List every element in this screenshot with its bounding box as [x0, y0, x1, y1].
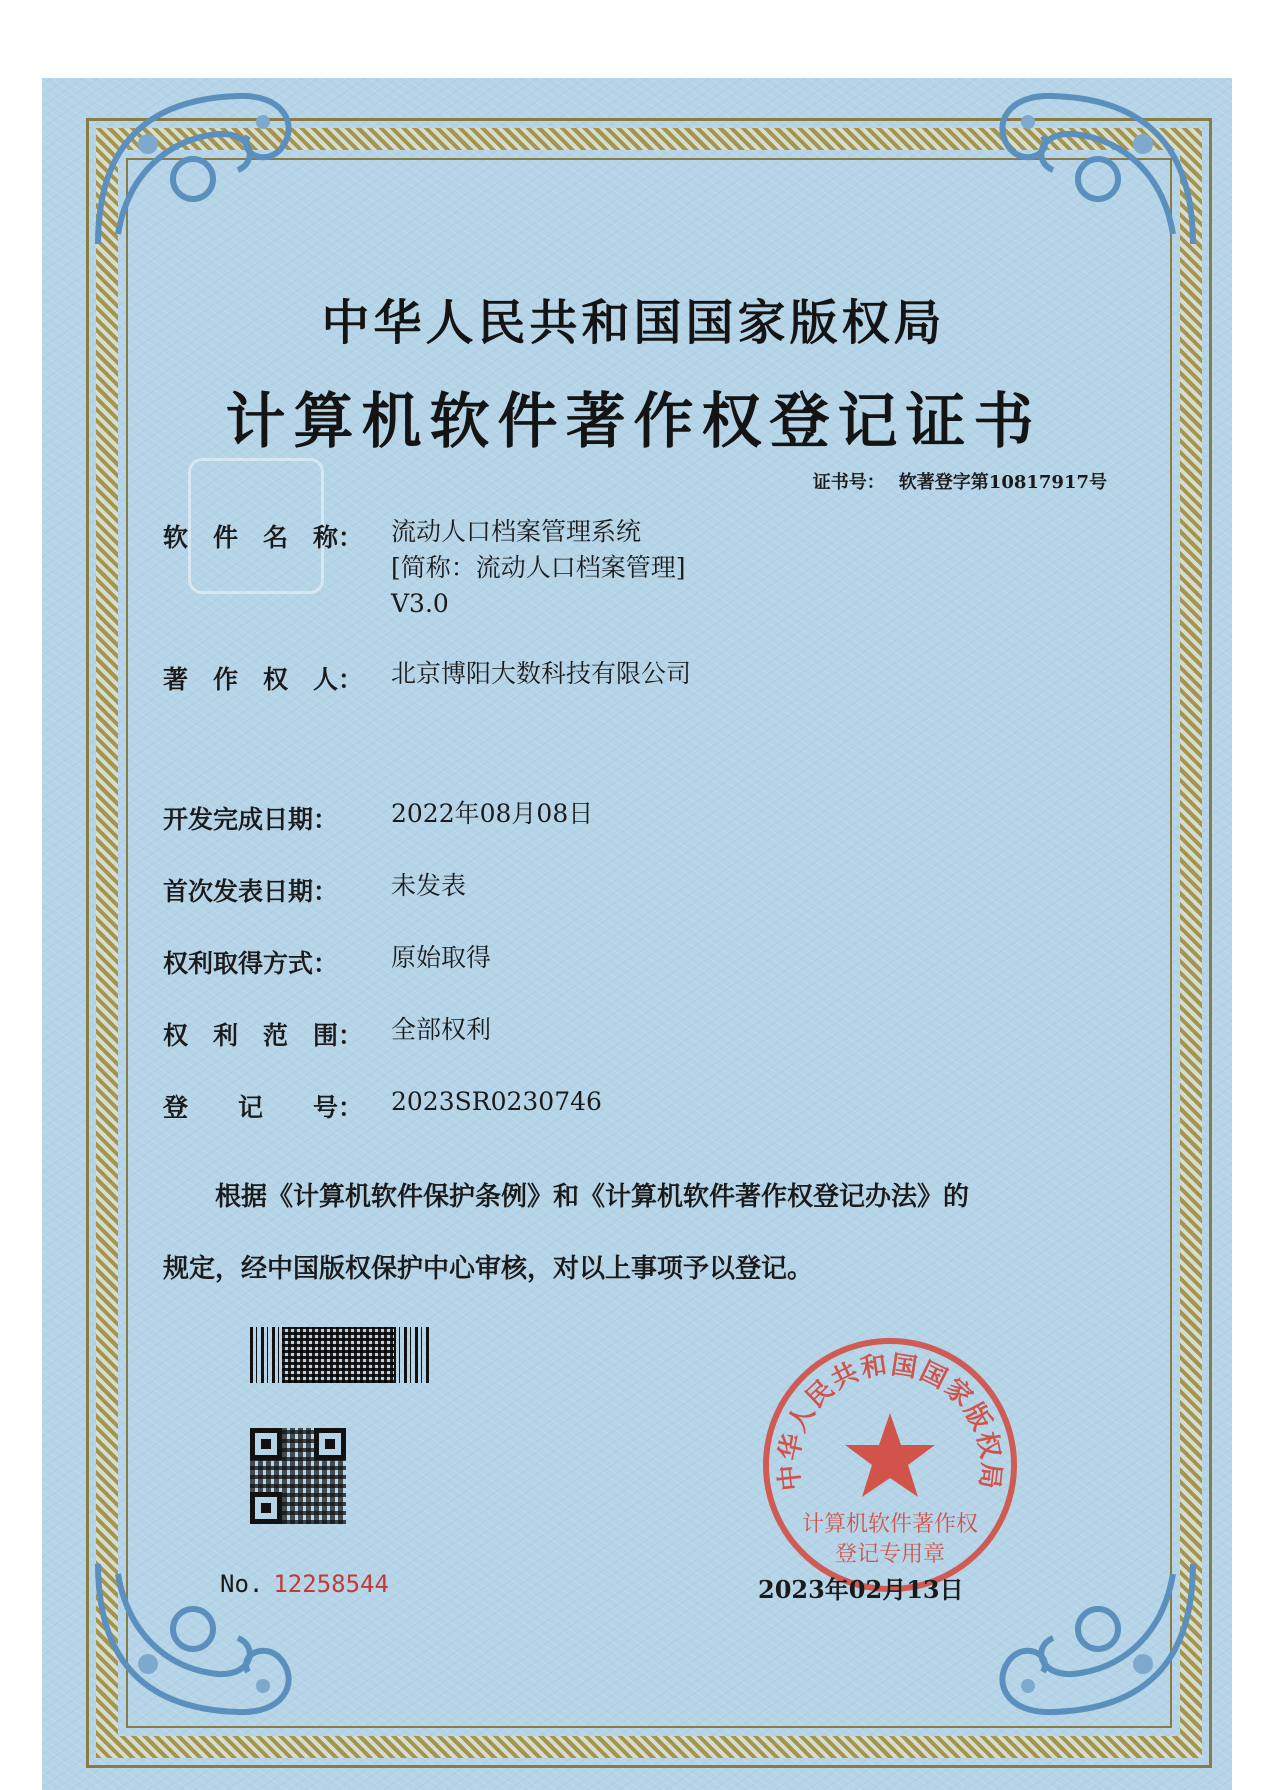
red-seal-icon — [760, 1335, 1020, 1595]
seal-center-line-1: 计算机软件著作权 — [801, 1512, 979, 1537]
certificate-number — [813, 468, 1107, 494]
corner-ornament-icon — [983, 84, 1203, 254]
star-icon — [845, 1413, 935, 1497]
statement-line-1: 根据《计算机软件保护条例》和《计算机软件著作权登记办法》的 — [215, 1182, 970, 1212]
seal-ring-text: 中华人民共和国国家版权局 — [774, 1350, 1006, 1493]
serial-value: 12258544 — [273, 1570, 389, 1598]
issue-date: 2023年02月13日 — [758, 1575, 964, 1604]
reg-no-label: 登 记 号： — [163, 1093, 363, 1122]
cert-no-label: 证书号： — [812, 472, 885, 493]
corner-ornament-icon — [88, 84, 308, 254]
seal-center-line-2: 登记专用章 — [834, 1542, 946, 1567]
owner-label: 著 作 权 人： — [163, 665, 363, 694]
qr-code-icon — [250, 1428, 346, 1524]
scope-label: 权 利 范 围： — [163, 1021, 363, 1050]
acquire-label: 权利取得方式： — [163, 949, 339, 978]
software-name-label: 软 件 名 称： — [163, 523, 363, 552]
software-name-value: 流动人口档案管理系统 [简称：流动人口档案管理] V3.0 — [391, 517, 686, 618]
certificate-title: 计算机软件著作权登记证书 — [225, 387, 1042, 457]
cert-no-value: 软著登字第10817917号 — [898, 472, 1107, 493]
barcode-icon — [250, 1327, 430, 1383]
owner-value: 北京博阳大数科技有限公司 — [391, 659, 692, 688]
acquire-value: 原始取得 — [391, 943, 492, 972]
scope-value: 全部权利 — [391, 1015, 492, 1044]
dev-date-label: 开发完成日期： — [163, 805, 339, 834]
dev-date-value: 2022年08月08日 — [391, 799, 594, 828]
pub-date-label: 首次发表日期： — [163, 877, 339, 906]
reg-no-value: 2023SR0230746 — [391, 1087, 602, 1116]
serial-number — [220, 1570, 389, 1598]
serial-prefix: No. — [220, 1570, 264, 1598]
statement-line-2: 规定，经中国版权保护中心审核，对以上事项予以登记。 — [163, 1254, 814, 1284]
pub-date-value: 未发表 — [391, 871, 467, 900]
authority-title: 中华人民共和国国家版权局 — [321, 295, 946, 351]
